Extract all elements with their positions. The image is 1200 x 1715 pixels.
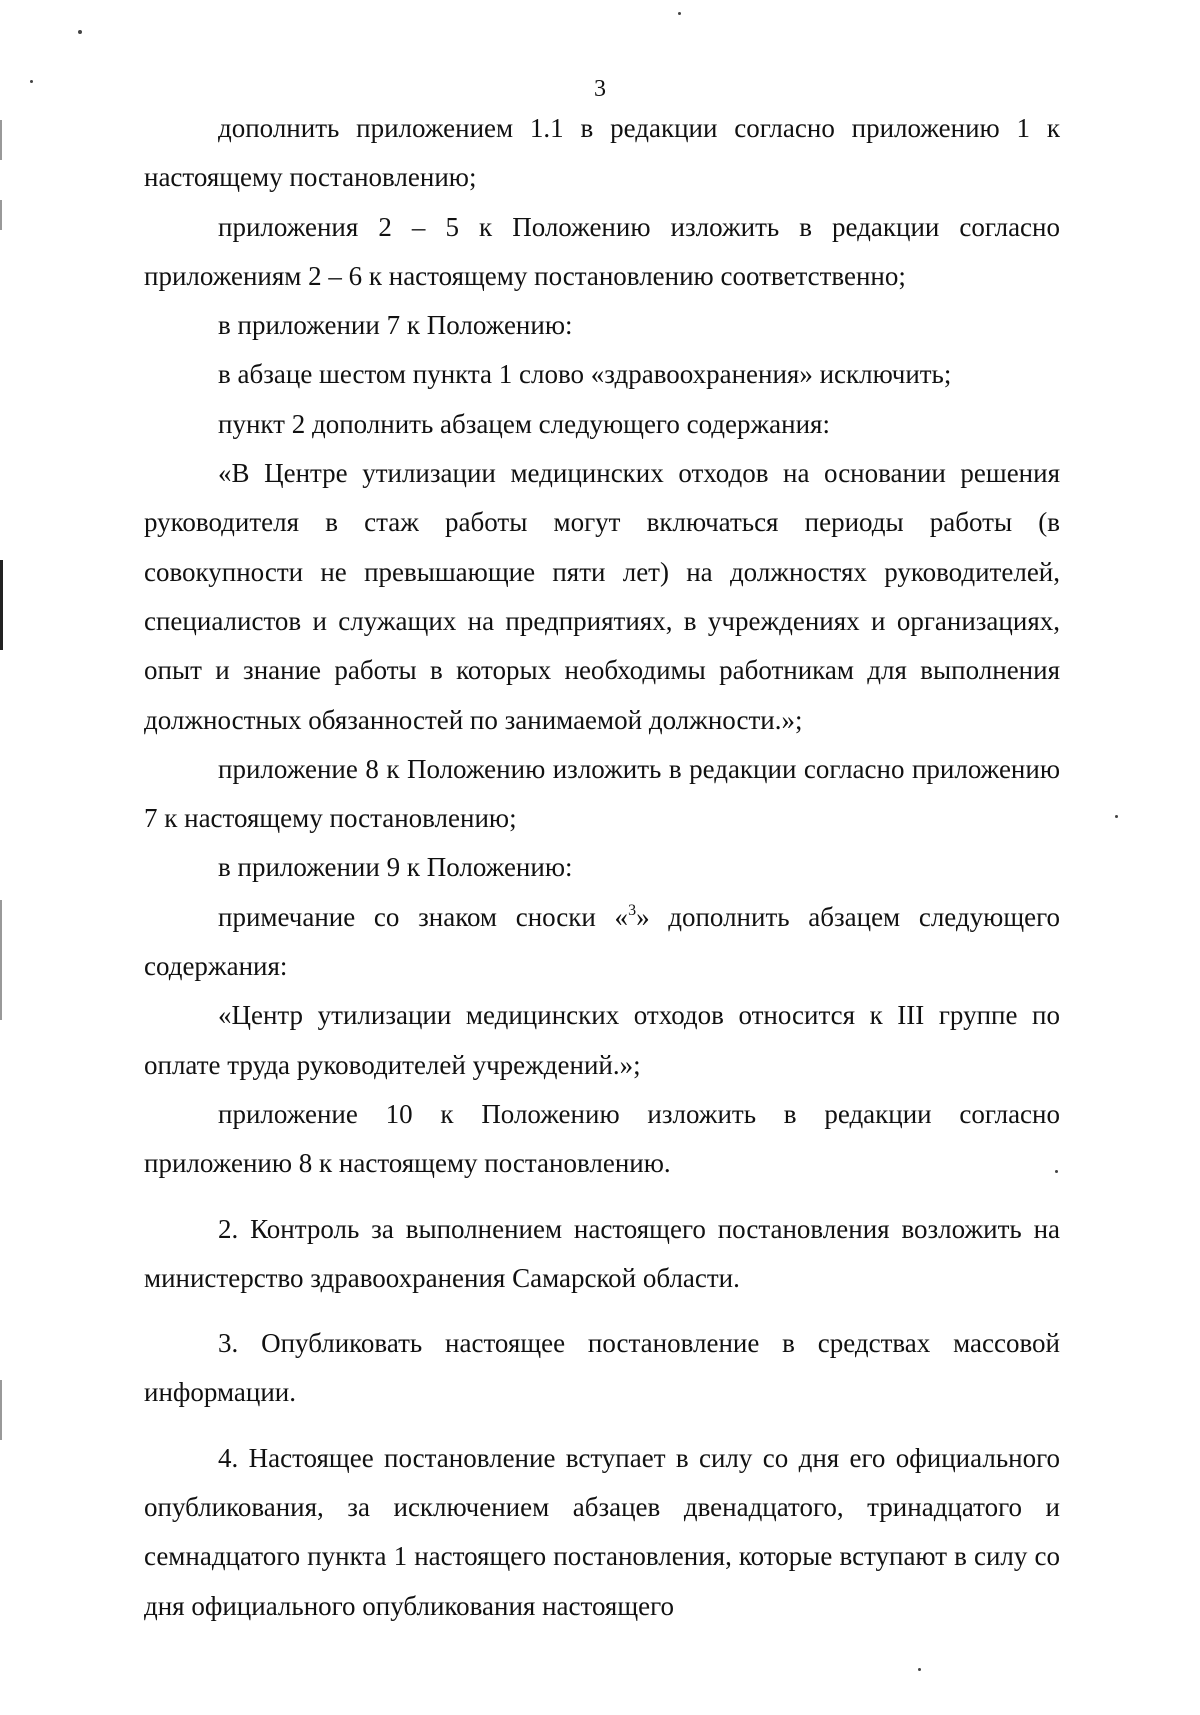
scan-speck [678, 12, 681, 15]
scan-edge-dash [0, 200, 2, 230]
paragraph-footnote-note [144, 893, 1060, 992]
paragraph-point-2: пункт 2 дополнить абзацем следующего содержания: [218, 408, 830, 439]
document-body [144, 104, 1060, 1631]
scan-speck [1115, 815, 1118, 818]
scan-speck [918, 1668, 921, 1671]
footnote-text-after: » дополнить абзацем следующего содержания: [144, 901, 1060, 982]
paragraph-in-appendix-7: в приложении 7 к Положению: [218, 310, 573, 341]
paragraph-paragraph-six: в абзаце шестом пункта 1 слово «здравоохранения» исключить; [218, 359, 952, 390]
clause-2-control: 2. Контроль за выполнением настоящего постановления возложить на министерство здравоохранения Самарской области. [144, 1213, 1060, 1293]
paragraph-quoted-group-iii: «Центр утилизации медицинских отходов относится к III группе по оплате труда руководителей учреждений.»; [144, 1000, 1060, 1080]
clause-3-publish: 3. Опубликовать настоящее постановление в средствах массовой информации. [144, 1328, 1060, 1408]
paragraph-quoted-centre-rule: «В Центре утилизации медицинских отходов на основании решения руководителя в стаж работы могут включаться периоды работы (в совокупности не превышающие пяти лет) на должностях руководителей, специалистов и служащих на предприятиях, в учреждениях и организациях, опыт и знание работы в которых необходимы работникам для выполнения должностных обязанностей по занимаемой должности.»; [144, 458, 1060, 735]
scan-edge-dash [0, 900, 2, 1020]
paragraph-appendix-10: приложение 10 к Положению изложить в редакции согласно приложению 8 к настоящему постановлению. [144, 1098, 1060, 1179]
page-number: 3 [594, 76, 606, 102]
paragraph-add-appendix: дополнить приложением 1.1 в редакции согласно приложению 1 к настоящему постановлению; [144, 113, 1060, 193]
footnote-marker: 3 [628, 901, 637, 919]
scan-edge-dash [0, 1380, 2, 1440]
paragraph-appendices-2-5: приложения 2 – 5 к Положению изложить в редакции согласно приложениям 2 – 6 к настоящему постановлению соответственно; [144, 211, 1060, 291]
paragraph-appendix-8: приложение 8 к Положению изложить в редакции согласно приложению 7 к настоящему постановлению; [144, 753, 1060, 834]
scan-speck [78, 30, 82, 34]
clause-4-entry-into-force: 4. Настоящее постановление вступает в силу со дня его официального опубликования, за исключением абзацев двенадцатого, тринадцатого и семнадцатого пункта 1 настоящего постановления, которые вступают в силу со дня официального опубликования настоящего [144, 1442, 1060, 1621]
scan-edge-dash [0, 120, 2, 160]
footnote-text-before: примечание со знаком сноски « [218, 901, 629, 932]
paragraph-in-appendix-9: в приложении 9 к Положению: [218, 852, 573, 883]
scan-edge-mark [0, 560, 3, 650]
